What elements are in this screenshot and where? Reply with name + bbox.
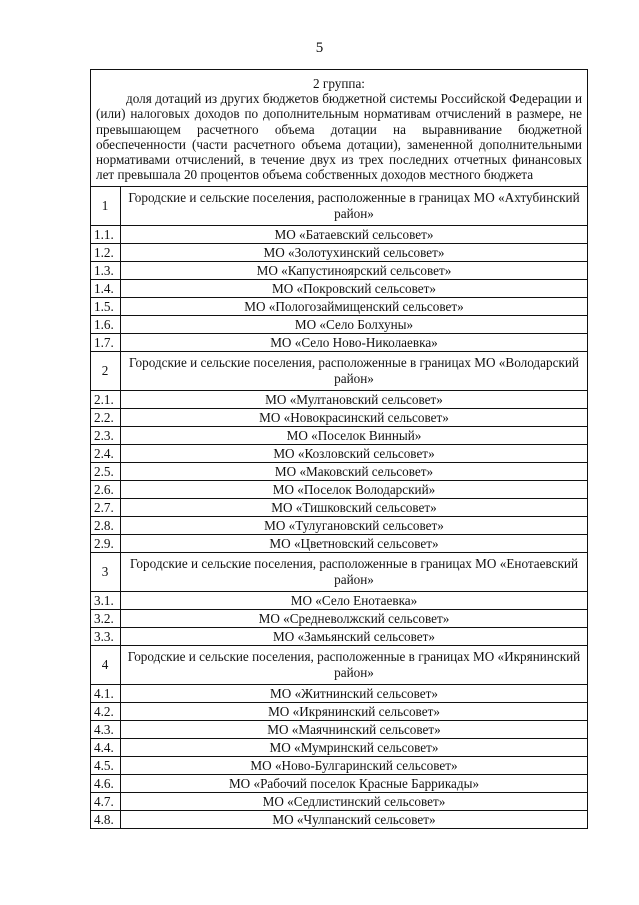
- row-number: 2.3.: [91, 427, 121, 445]
- table-row: [91, 721, 588, 739]
- municipality-name: МО «Маячнинский сельсовет»: [121, 721, 588, 739]
- municipality-name: МО «Батаевский сельсовет»: [121, 226, 588, 244]
- municipality-name: МО «Пологозаймищенский сельсовет»: [121, 298, 588, 316]
- municipality-name: МО «Капустиноярский сельсовет»: [121, 262, 588, 280]
- row-number: 4.8.: [91, 811, 121, 829]
- municipality-name: МО «Житнинский сельсовет»: [121, 685, 588, 703]
- region-row: [91, 187, 588, 226]
- row-number: 2.5.: [91, 463, 121, 481]
- table-row: [91, 280, 588, 298]
- row-number: 1: [91, 187, 121, 226]
- region-name: Городские и сельские поселения, расположенные в границах МО «Икрянинский район»: [121, 646, 588, 685]
- table-row: [91, 628, 588, 646]
- municipality-name: МО «Козловский сельсовет»: [121, 445, 588, 463]
- municipality-name: МО «Новокрасинский сельсовет»: [121, 409, 588, 427]
- region-row: [91, 646, 588, 685]
- group-title: 2 группа:: [313, 76, 365, 91]
- municipality-name: МО «Цветновский сельсовет»: [121, 535, 588, 553]
- row-number: 4: [91, 646, 121, 685]
- row-number: 2.2.: [91, 409, 121, 427]
- row-number: 1.7.: [91, 334, 121, 352]
- region-name: Городские и сельские поселения, расположенные в границах МО «Володарский район»: [121, 352, 588, 391]
- row-number: 4.2.: [91, 703, 121, 721]
- row-number: 2.6.: [91, 481, 121, 499]
- table-row: [91, 535, 588, 553]
- table-row: [91, 811, 588, 829]
- region-name: Городские и сельские поселения, расположенные в границах МО «Енотаевский район»: [121, 553, 588, 592]
- table-row: [91, 757, 588, 775]
- row-number: 1.2.: [91, 244, 121, 262]
- table-row: [91, 739, 588, 757]
- table-row: [91, 685, 588, 703]
- row-number: 2.4.: [91, 445, 121, 463]
- municipality-name: МО «Маковский сельсовет»: [121, 463, 588, 481]
- municipality-name: МО «Икрянинский сельсовет»: [121, 703, 588, 721]
- municipality-name: МО «Поселок Володарский»: [121, 481, 588, 499]
- table-row: [91, 463, 588, 481]
- row-number: 1.3.: [91, 262, 121, 280]
- row-number: 4.7.: [91, 793, 121, 811]
- municipality-name: МО «Село Енотаевка»: [121, 592, 588, 610]
- row-number: 3.1.: [91, 592, 121, 610]
- table-row: [91, 775, 588, 793]
- row-number: 2.1.: [91, 391, 121, 409]
- municipality-name: МО «Чулпанский сельсовет»: [121, 811, 588, 829]
- table-row: [91, 226, 588, 244]
- group-header-row: [91, 70, 588, 187]
- row-number: 4.4.: [91, 739, 121, 757]
- row-number: 1.4.: [91, 280, 121, 298]
- group-header-cell: [91, 70, 588, 187]
- municipality-name: МО «Село Ново-Николаевка»: [121, 334, 588, 352]
- municipality-name: МО «Покровский сельсовет»: [121, 280, 588, 298]
- table-row: [91, 445, 588, 463]
- municipality-name: МО «Ново-Булгаринский сельсовет»: [121, 757, 588, 775]
- region-name: Городские и сельские поселения, расположенные в границах МО «Ахтубинский район»: [121, 187, 588, 226]
- row-number: 2.8.: [91, 517, 121, 535]
- municipality-name: МО «Седлистинский сельсовет»: [121, 793, 588, 811]
- table-row: [91, 262, 588, 280]
- row-number: 1.6.: [91, 316, 121, 334]
- row-number: 2.9.: [91, 535, 121, 553]
- municipality-name: МО «Золотухинский сельсовет»: [121, 244, 588, 262]
- table-row: [91, 391, 588, 409]
- municipality-name: МО «Поселок Винный»: [121, 427, 588, 445]
- page-number: 5: [315, 40, 324, 56]
- table-row: [91, 298, 588, 316]
- table-row: [91, 592, 588, 610]
- table-row: [91, 481, 588, 499]
- municipality-name: МО «Тулугановский сельсовет»: [121, 517, 588, 535]
- municipality-name: МО «Мумринский сельсовет»: [121, 739, 588, 757]
- municipality-name: МО «Замьянский сельсовет»: [121, 628, 588, 646]
- table-row: [91, 517, 588, 535]
- region-row: [91, 352, 588, 391]
- municipality-name: МО «Средневолжский сельсовет»: [121, 610, 588, 628]
- table-row: [91, 427, 588, 445]
- row-number: 1.5.: [91, 298, 121, 316]
- region-row: [91, 553, 588, 592]
- row-number: 3.3.: [91, 628, 121, 646]
- table-row: [91, 409, 588, 427]
- table-row: [91, 244, 588, 262]
- table-row: [91, 703, 588, 721]
- table-row: [91, 610, 588, 628]
- municipality-name: МО «Мултановский сельсовет»: [121, 391, 588, 409]
- table-row: [91, 334, 588, 352]
- table-row: [91, 499, 588, 517]
- municipality-name: МО «Рабочий поселок Красные Баррикады»: [121, 775, 588, 793]
- row-number: 3.2.: [91, 610, 121, 628]
- row-number: 4.3.: [91, 721, 121, 739]
- municipality-name: МО «Село Болхуны»: [121, 316, 588, 334]
- group-description: доля дотаций из других бюджетов бюджетной системы Российской Федерации и (или) налоговых доходов по дополнительным нормативам отчислений в размере, не превышающем расчетного объема дотации на выравнивание бюджетной обеспеченности (части расчетного объема дотации), замененной дополнительными нормативами отчислений, в течение двух из трех последних отчетных финансовых лет превышала 20 процентов объема собственных доходов местного бюджета: [96, 91, 582, 183]
- row-number: 4.6.: [91, 775, 121, 793]
- row-number: 1.1.: [91, 226, 121, 244]
- row-number: 2: [91, 352, 121, 391]
- row-number: 2.7.: [91, 499, 121, 517]
- table-row: [91, 316, 588, 334]
- row-number: 4.1.: [91, 685, 121, 703]
- municipality-name: МО «Тишковский сельсовет»: [121, 499, 588, 517]
- table-row: [91, 793, 588, 811]
- row-number: 4.5.: [91, 757, 121, 775]
- municipalities-table: [90, 69, 588, 829]
- row-number: 3: [91, 553, 121, 592]
